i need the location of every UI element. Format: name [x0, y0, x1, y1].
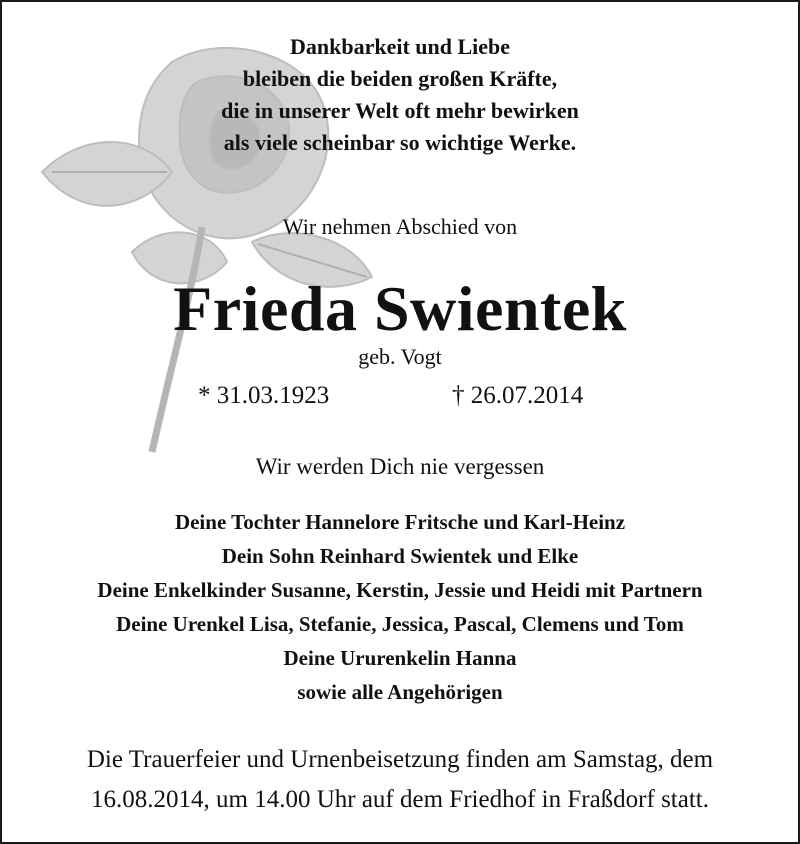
- verse-line-4: als viele scheinbar so wichtige Werke.: [223, 130, 577, 155]
- mourner-line: Deine Enkelkinder Susanne, Kerstin, Jessie und Heidi mit Partnern: [97, 578, 703, 602]
- birth-date: * 31.03.1923: [198, 382, 330, 409]
- intro-text: Wir nehmen Abschied von: [282, 214, 518, 239]
- mourner-line: sowie alle Angehörigen: [297, 680, 503, 704]
- verse-line-1: Dankbarkeit und Liebe: [289, 34, 511, 59]
- verse-line-3: die in unserer Welt oft mehr bewirken: [221, 98, 579, 123]
- mourner-line: Deine Urenkel Lisa, Stefanie, Jessica, Pascal, Clemens und Tom: [116, 612, 684, 636]
- mourner-line: Deine Tochter Hannelore Fritsche und Karl-Heinz: [174, 510, 626, 534]
- mourner-line: Dein Sohn Reinhard Swientek und Elke: [221, 544, 579, 568]
- ceremony-line-2: 16.08.2014, um 14.00 Uhr auf dem Friedhof in Fraßdorf statt.: [91, 786, 709, 813]
- farewell-text: Wir werden Dich nie vergessen: [255, 454, 545, 479]
- verse-line-2: bleiben die beiden großen Kräfte,: [242, 66, 558, 91]
- deceased-name: Frieda Swientek: [173, 273, 627, 344]
- death-date: † 26.07.2014: [452, 382, 584, 409]
- maiden-name: geb. Vogt: [358, 344, 442, 369]
- ceremony-line-1: Die Trauerfeier und Urnenbeisetzung finden am Samstag, dem: [86, 746, 714, 773]
- mourner-line: Deine Ururenkelin Hanna: [283, 646, 517, 670]
